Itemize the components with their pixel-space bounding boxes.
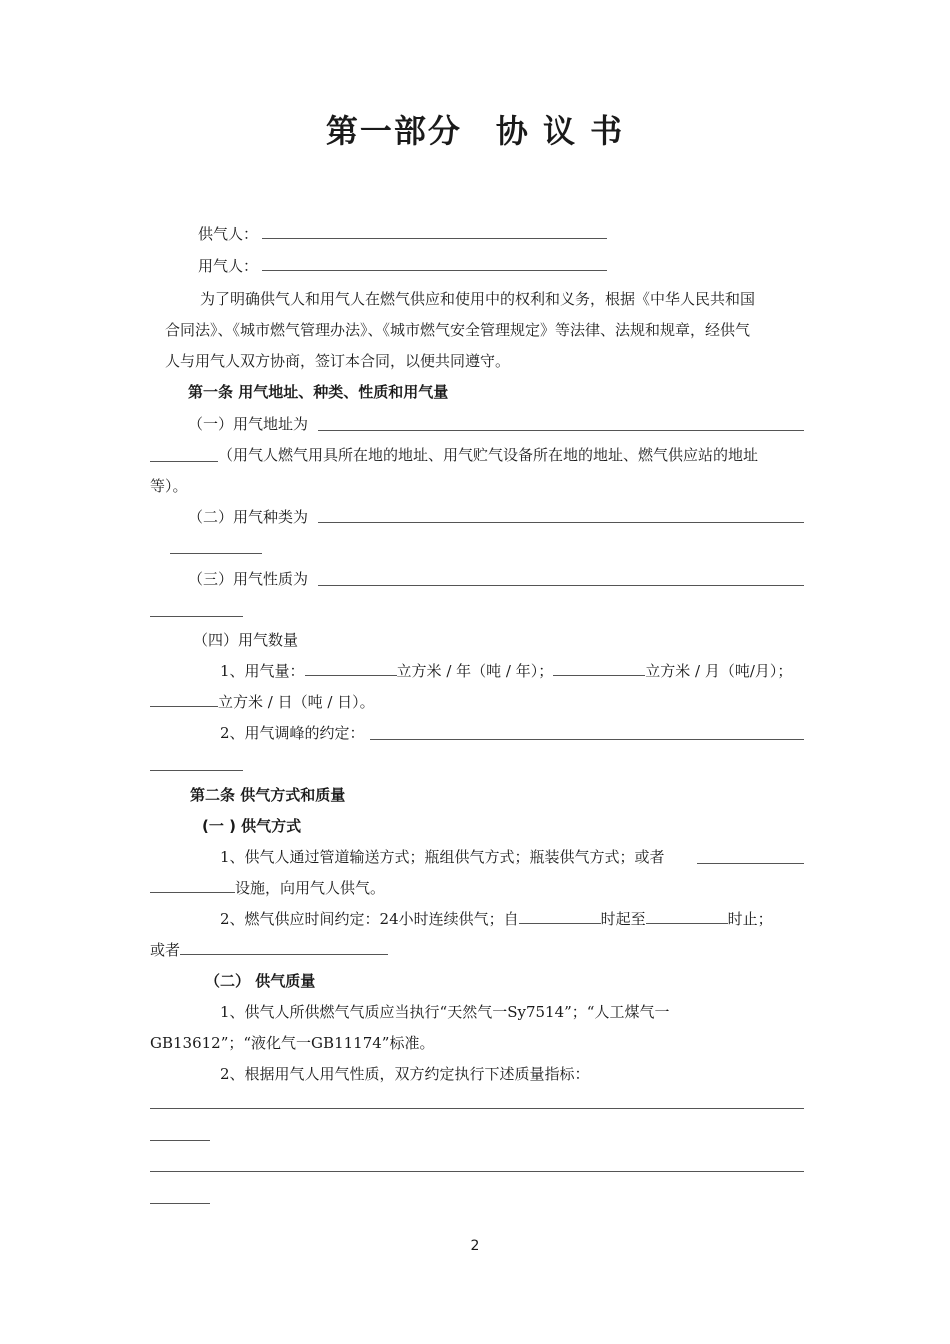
address-label: （一）用气地址为 bbox=[188, 415, 309, 433]
quality-line-2: GB13612”；“液化气一GB11174”标准。 bbox=[150, 1034, 435, 1052]
quality-indicator-blank-2-continued[interactable] bbox=[150, 1203, 210, 1204]
preamble-line-1: 为了明确供气人和用气人在燃气供应和使用中的权利和义务，根据《中华人民共和国 bbox=[200, 290, 756, 308]
supply-time-alt-prefix: 或者 bbox=[150, 941, 181, 959]
peak-shaving-blank[interactable] bbox=[370, 739, 804, 740]
supply-method-heading: (一 ) 供气方式 bbox=[202, 817, 302, 835]
unit-per-month: 立方米 / 月（吨/月）； bbox=[645, 662, 793, 680]
supply-method-suffix: 设施，向用气人供气。 bbox=[235, 879, 386, 897]
end-time-blank[interactable] bbox=[646, 909, 728, 924]
other-method-blank[interactable] bbox=[697, 863, 804, 864]
quality-indicator-blank-1-continued[interactable] bbox=[150, 1140, 210, 1141]
quality-indicator-blank-1[interactable] bbox=[150, 1108, 804, 1109]
quantity-line-1 bbox=[220, 661, 792, 681]
user-label: 用气人： bbox=[198, 257, 259, 275]
gas-nature-blank[interactable] bbox=[318, 585, 804, 586]
gas-nature-blank-continued[interactable] bbox=[150, 616, 243, 617]
supplier-label: 供气人： bbox=[198, 225, 259, 243]
article-1-heading: 第一条 用气地址、种类、性质和用气量 bbox=[188, 383, 449, 401]
gas-type-blank-continued[interactable] bbox=[170, 553, 262, 554]
address-note: （用气人燃气用具所在地的地址、用气贮气设备所在地的地址、燃气供应站的地址 bbox=[218, 446, 759, 464]
yearly-quantity-blank[interactable] bbox=[305, 661, 397, 676]
peak-shaving-blank-continued[interactable] bbox=[150, 770, 243, 771]
quantity-label: （四）用气数量 bbox=[193, 631, 299, 649]
quantity-prefix: 1、用气量： bbox=[220, 662, 305, 680]
preamble-line-3: 人与用气人双方协商，签订本合同，以便共同遵守。 bbox=[165, 352, 511, 370]
page-title: 第一部分 协 议 书 bbox=[325, 112, 625, 150]
gas-type-blank[interactable] bbox=[318, 522, 804, 523]
unit-per-year: 立方米 / 年（吨 / 年）； bbox=[396, 662, 554, 680]
gas-type-label: （二）用气种类为 bbox=[188, 508, 309, 526]
unit-per-day: 立方米 / 日（吨 / 日）。 bbox=[218, 693, 375, 711]
quantity-line-2 bbox=[150, 692, 375, 712]
supply-method-line-2 bbox=[150, 878, 385, 898]
supply-time-line-2 bbox=[150, 940, 388, 960]
supply-quality-heading: （二） 供气质量 bbox=[205, 972, 316, 990]
supply-method-line-1: 1、供气人通过管道输送方式；瓶组供气方式；瓶装供气方式；或者 bbox=[220, 848, 665, 866]
address-note-end: 等）。 bbox=[150, 477, 188, 495]
supply-time-prefix: 2、燃气供应时间约定：24小时连续供气；自 bbox=[220, 910, 519, 928]
other-method-blank-continued[interactable] bbox=[150, 878, 235, 893]
address-blank[interactable] bbox=[318, 430, 804, 431]
quality-indicator-blank-2[interactable] bbox=[150, 1171, 804, 1172]
quality-indicator-label: 2、根据用气人用气性质，双方约定执行下述质量指标： bbox=[220, 1065, 590, 1083]
supply-time-line-1 bbox=[220, 909, 773, 929]
gas-nature-label: （三）用气性质为 bbox=[188, 570, 309, 588]
peak-shaving-label: 2、用气调峰的约定： bbox=[220, 724, 365, 742]
daily-quantity-blank[interactable] bbox=[150, 692, 218, 707]
monthly-quantity-blank[interactable] bbox=[553, 661, 645, 676]
page-number: 2 bbox=[470, 1238, 480, 1254]
article-2-heading: 第二条 供气方式和质量 bbox=[190, 786, 346, 804]
address-blank-continued[interactable] bbox=[150, 461, 218, 462]
supply-time-end: 时止； bbox=[727, 910, 773, 928]
user-blank[interactable] bbox=[262, 270, 607, 271]
quality-line-1: 1、供气人所供燃气气质应当执行“天然气一Sy7514”；“人工煤气一 bbox=[220, 1003, 670, 1021]
preamble-line-2: 合同法》、《城市燃气管理办法》、《城市燃气安全管理规定》等法律、法规和规章，经供气 bbox=[165, 321, 751, 339]
supply-time-mid: 时起至 bbox=[600, 910, 646, 928]
start-time-blank[interactable] bbox=[519, 909, 601, 924]
supply-time-alt-blank[interactable] bbox=[180, 940, 388, 955]
supplier-blank[interactable] bbox=[262, 238, 607, 239]
